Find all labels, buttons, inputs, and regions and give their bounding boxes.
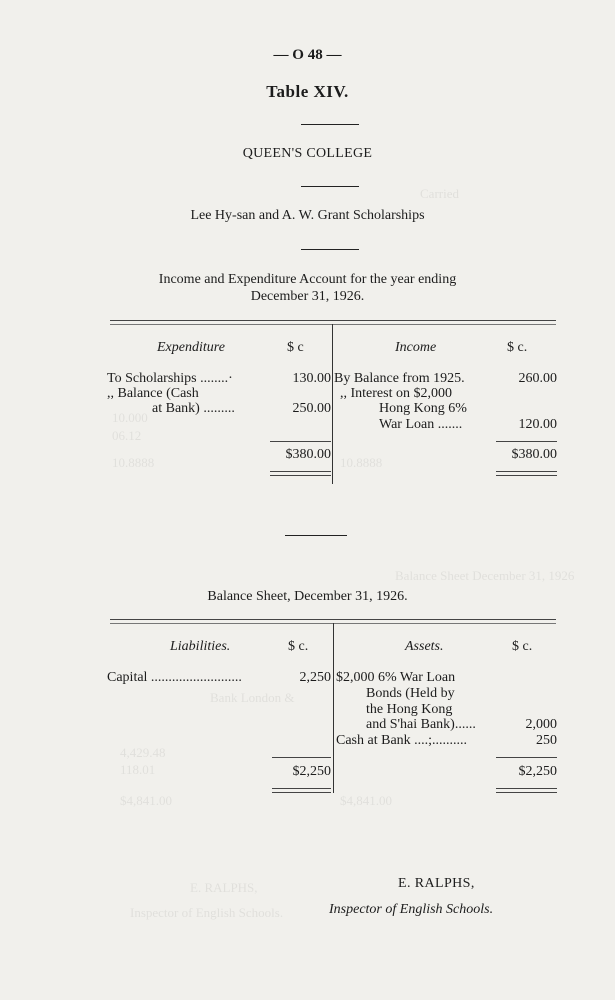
account-title-line2: December 31, 1926. (250, 289, 365, 304)
asset-row-label: the Hong Kong (366, 702, 453, 717)
income-row-amount: 260.00 (518, 371, 557, 386)
income-row-amount: 120.00 (518, 417, 557, 432)
asset-row-label: Cash at Bank ....;.......... (336, 733, 468, 748)
assets-total: $2,250 (518, 764, 557, 779)
expenditure-row-amount: 250.00 (292, 401, 331, 416)
income-row-label: Hong Kong 6% (379, 401, 467, 416)
asset-row-label: and S'hai Bank)...... (366, 717, 476, 732)
document-page: Carried 10.000 06.12 10.8888 10.8888 Balance Sheet December 31, 1926 Bank London & 4,429.48 118.01 $4,841.00 $4,841.00 E. RALPHS, Inspector of English Schools. — O 48 — Table XIV. QUEEN'S COLLEGE Lee Hy-san and A. W. Grant Scholarships Income and Expenditure Account for the year ending December 31, 1926. Expenditure $ c Income $ c. To Scholarships ........· 130.00 ,, Balance (Cash at Bank) ......... 250.00 By Balance from 1925. 260.00 ,, Interest on $2,000 Hong Kong 6% War Loan ....... 120.00 $380.00 $380.00 Balance Sheet, December 31, 1926. Liabilities. $ c. Assets. $ c. Capital .......................... 2,250 $2,000 6% War Loan Bonds (Held by the Hong Kong and S'hai Bank)...... 2,000 Cash at Bank ....;.......... 250 $2,250 $2,250 E. RALPHS, Inspector of English Schools. (0, 0, 615, 1000)
currency-header-right: $ c. (512, 639, 533, 654)
column-divider (332, 324, 333, 484)
balance-sheet-title: Balance Sheet, December 31, 1926. (207, 589, 408, 604)
income-row-label: By Balance from 1925. (334, 371, 465, 386)
divider (301, 186, 359, 187)
divider (301, 249, 359, 250)
expenditure-total: $380.00 (285, 447, 331, 462)
liability-row-label: Capital .......................... (107, 670, 242, 685)
asset-row-amount: 250 (536, 733, 557, 748)
income-row-label: War Loan ....... (379, 417, 463, 432)
signatory-name: E. RALPHS, (398, 876, 475, 891)
assets-header: Assets. (405, 639, 444, 654)
scholarships-title: Lee Hy-san and A. W. Grant Scholarships (190, 208, 425, 223)
liability-row-amount: 2,250 (299, 670, 331, 685)
asset-row-amount: 2,000 (525, 717, 557, 732)
expenditure-row-label: at Bank) ......... (152, 401, 235, 416)
table-title: Table XIV. (266, 82, 349, 101)
account-title-line1: Income and Expenditure Account for the year ending (158, 272, 457, 287)
asset-row-label: $2,000 6% War Loan (336, 670, 456, 685)
page-number: — O 48 — (273, 47, 342, 63)
expenditure-row-label: To Scholarships ........· (107, 371, 233, 386)
college-name: QUEEN'S COLLEGE (242, 146, 373, 161)
divider (301, 124, 359, 125)
divider (285, 535, 347, 536)
liabilities-total: $2,250 (292, 764, 331, 779)
income-header: Income (395, 340, 437, 355)
asset-row-label: Bonds (Held by (366, 686, 455, 701)
expenditure-header: Expenditure (157, 340, 225, 355)
expenditure-row-amount: 130.00 (292, 371, 331, 386)
liabilities-header: Liabilities. (170, 639, 231, 654)
signatory-title: Inspector of English Schools. (329, 902, 494, 917)
currency-header-left: $ c. (288, 639, 309, 654)
expenditure-row-label: ,, Balance (Cash (107, 386, 199, 401)
currency-header-right: $ c. (507, 340, 528, 355)
income-total: $380.00 (511, 447, 557, 462)
column-divider (333, 623, 334, 793)
income-row-label: ,, Interest on $2,000 (340, 386, 452, 401)
currency-header-left: $ c (287, 340, 304, 355)
